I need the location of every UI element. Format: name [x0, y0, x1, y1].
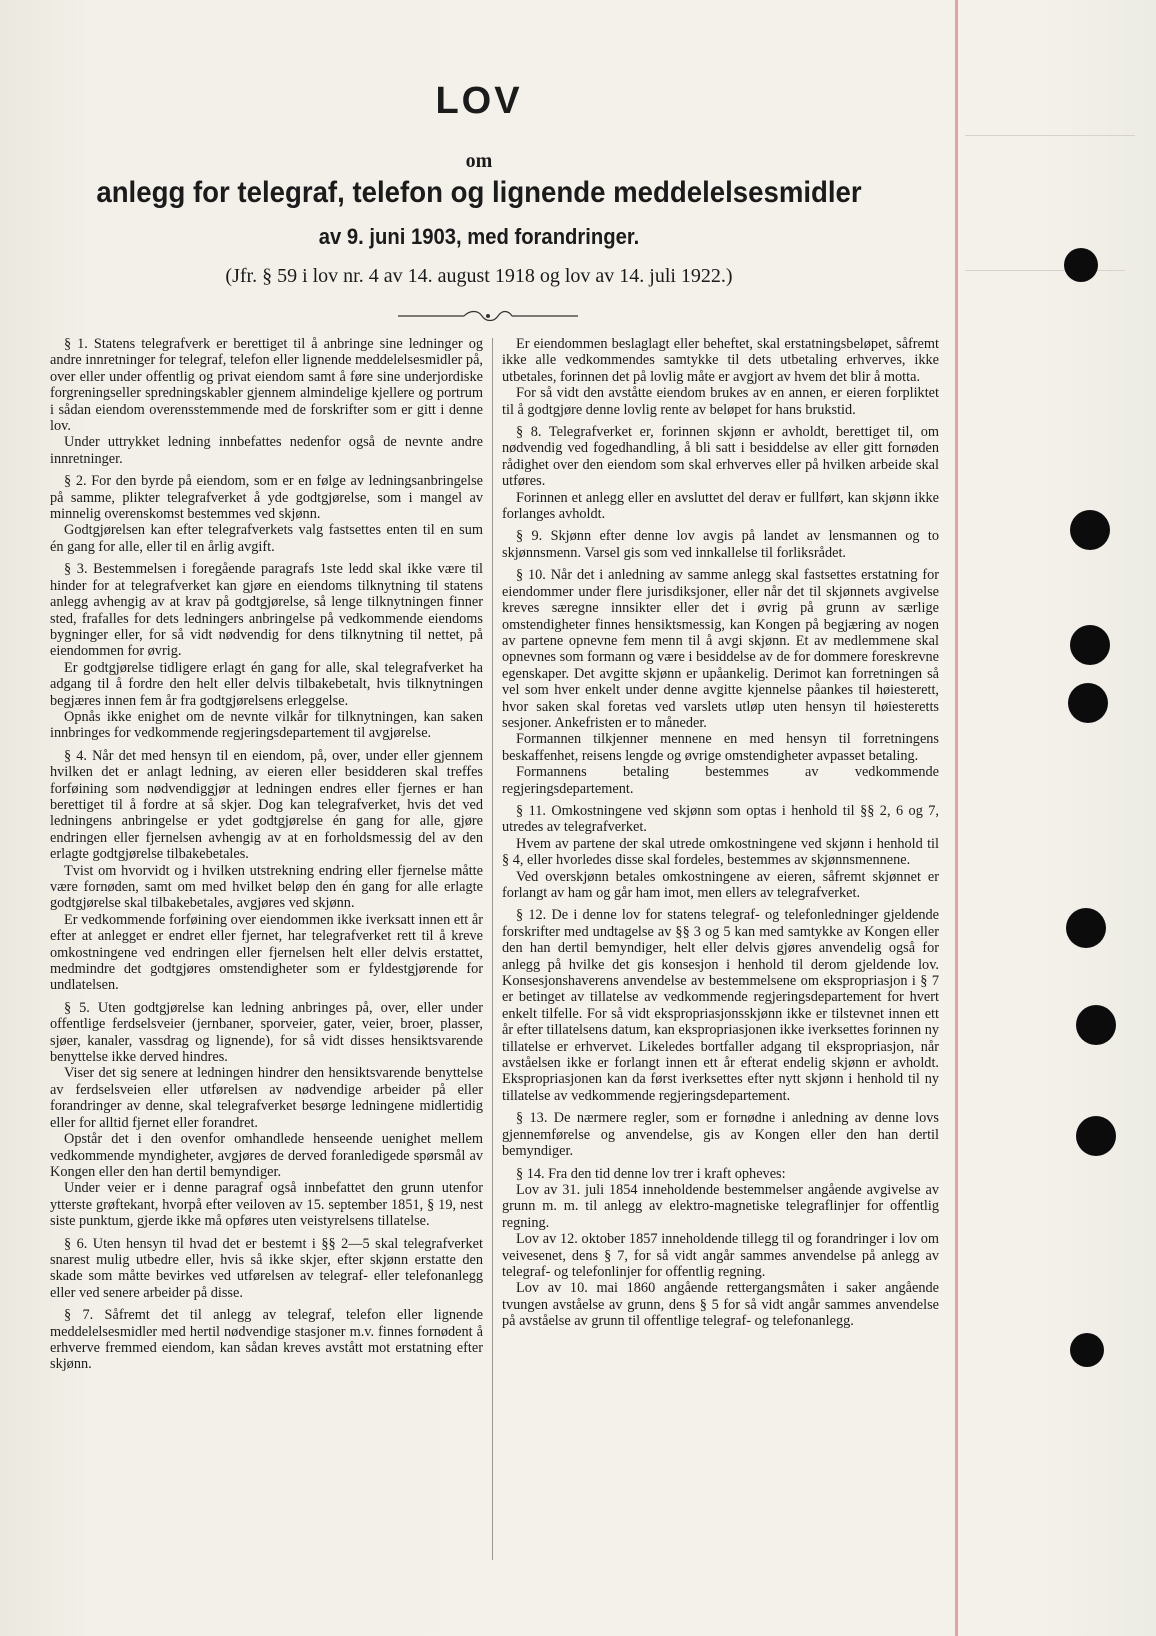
paragraph: Er godtgjørelse tidligere erlagt én gang for alle, skal telegrafverket ha adgang til å fordre den helt eller delvis tilbakebetalt, hvis tilknytningen begjæres innen fem år fra godtgjørelsens erleggelse. [50, 659, 483, 709]
paragraph: § 4. Når det med hensyn til en eiendom, på, over, under eller gjennem hvilken det er anlagt ledning, av eieren eller besidderen skal treffes forføining som nødvendiggjør at ledningen endres eller fjernes er han berettiget til å fordre at så skjer. Dog kan telegrafverket, hvis det ved ledningens anbringelse er ydet godtgjørelse én gang for alle, gjøre endringen eller fjernelsen avhengig av at en forholdsmessig del av den erlagte godtgjørelse tilbakebetales. [50, 747, 483, 863]
punch-hole-icon [1070, 1333, 1104, 1367]
punch-hole-icon [1070, 510, 1110, 550]
faint-ruling-line [965, 270, 1125, 271]
paragraph: Er eiendommen beslaglagt eller beheftet, skal erstatningsbeløpet, såfremt ikke alle vedkommendes samtykke til dets utbetaling erhverves, ikke utbetales, forinnen det på lovlig måte er avgjort av hvem det blir å motta. [502, 336, 939, 385]
paragraph: Forinnen et anlegg eller en avsluttet del derav er fullført, kan skjønn ikke forlanges avholdt. [502, 489, 939, 523]
paragraph: Lov av 12. oktober 1857 inneholdende tillegg til og forandringer i lov om veivesenet, dens § 7, for så vidt angår sammes anvendelse på anlegg av telegraf- og telefonlinjer for offentlig regning. [502, 1231, 939, 1280]
law-title: LOV [435, 80, 523, 122]
punch-hole-icon [1076, 1116, 1116, 1156]
paragraph: Godtgjørelsen kan efter telegrafverkets valg fastsettes enten til en sum én gang for alle, eller til en årlig avgift. [50, 522, 483, 555]
paragraph: § 12. De i denne lov for statens telegraf- og telefonledninger gjeldende forskrifter med undtagelse av §§ 3 og 5 kan med samtykke av Kongen eller den han dertil bemyndiger, helt eller delvis gjøres anvendelig også for anlegg på hvilke det gis konsesjon i henhold til derom gjeldende lov. Konsesjonshaverens anvendelse av bestemmelsene om ekspropriasjon i § 7 er betinget av tillatelse av vedkommende regjeringsdepartement for hvert enkelt tilfelle. For så vidt ekspropriasjonsskjønn ikke er tilstevnet innen ett år efter tillatelsens datum, kan ekspropriasjonen ikke iverksettes forinnen ny tillatelse er erhvervet. Likeledes bortfaller adgang til ekspropriasjon, når avståelsen ikke er forlangt innen ett år efterat endelig skjønn er avholdt. Ekspropriasjonen kan da først iverksettes efter nytt skjønn i henhold til ny tillatelse av vedkommende regjeringsdepartement. [502, 907, 939, 1104]
red-margin-line [955, 0, 958, 1636]
paragraph: § 1. Statens telegrafverk er berettiget til å anbringe sine ledninger og andre innretninger for telegraf, telefon eller lignende meddelelsesmidler på, over eller under offentlig og privat eiendom samt å føre sine underjordiske forgreningseller spredningskabler gjennem almindelige kjellere og portrum i sådan eiendom overensstemmende med de forskrifter som er gitt i denne lov. [50, 336, 483, 435]
paragraph: For så vidt den avståtte eiendom brukes av en annen, er eieren forpliktet til å godtgjøre denne lovlig rente av beløpet for hans brukstid. [502, 385, 939, 418]
punch-hole-icon [1076, 1005, 1116, 1045]
paragraph: Under uttrykket ledning innbefattes nedenfor også de nevnte andre innretninger. [50, 434, 483, 467]
paragraph: § 10. Når det i anledning av samme anlegg skal fastsettes erstatning for eiendommer under flere jurisdiksjoner, eller når det til skjønnets avgivelse kreves særegne innsikter eller det i øvrig på grunn av særlige omstendigheter finnes hensiktsmessig, kan Kongen på begjæring av nogen av partene opnevne fem menn til å avgi skjønn. Et av medlemmene skal opnevnes som formann og være i besiddelse av de for dommere foreskrevne egenskaper. Det avgitte skjønn er upåankelig. Derimot kan forretningen så vel som hver enkelt under denne avgitte kjennelse påankes til høiesterett, hvor saken skal foretas ved varslets utløp uten hensyn til høiesteretts sesjoner. Ankefristen er to måneder. [502, 567, 939, 731]
paragraph: § 11. Omkostningene ved skjønn som optas i henhold til §§ 2, 6 og 7, utredes av telegrafverket. [502, 802, 939, 836]
punch-hole-icon [1064, 248, 1098, 282]
paragraph: § 5. Uten godtgjørelse kan ledning anbringes på, over, eller under offentlige ferdselsveier (jernbaner, sporveier, gater, veier, broer, plasser, sjøer, kanaler, vassdrag og lignende), for så vidt disses hensiktsvarende benyttelse ikke derved hindres. [50, 999, 483, 1066]
date-line: av 9. juni 1903, med forandringer. [318, 224, 640, 249]
column-separator [492, 338, 493, 1560]
paragraph: § 6. Uten hensyn til hvad det er bestemt i §§ 2—5 skal telegrafverket snarest mulig utbedre eller, hvis så ikke skjer, efter skjønn erstatte den skade som måtte bevirkes ved utførelsen av telegraf- eller telefonanlegg eller ved senere arbeider på disse. [50, 1235, 483, 1301]
paragraph: Formannen tilkjenner mennene en med hensyn til forretningens beskaffenhet, reisens lengde og øvrige omstendigheter avpasset betaling. [502, 731, 939, 764]
paragraph: § 14. Fra den tid denne lov trer i kraft opheves: [516, 1165, 786, 1182]
paragraph: § 13. De nærmere regler, som er fornødne i anledning av denne lovs gjennemførelse og anvendelse, gis av Kongen eller den han dertil bemyndiger. [502, 1110, 939, 1160]
ornament-divider-icon [398, 310, 578, 322]
paragraph: Hvem av partene der skal utrede omkostningene ved skjønn i henhold til § 4, eller hvorledes disse skal fordeles, bestemmes av skjønnsmennene. [502, 835, 939, 869]
paragraph: Opstår det i den ovenfor omhandlede henseende uenighet mellem vedkommende myndigheter, avgjøres de derved foranledigede spørsmål av Kongen eller den han dertil bemyndiger. [50, 1131, 483, 1180]
faint-ruling-line [965, 135, 1135, 136]
paragraph: Opnås ikke enighet om de nevnte vilkår for tilknytningen, kan saken innbringes for vedkommende regjeringsdepartement til avgjørelse. [50, 708, 483, 742]
paragraph: § 8. Telegrafverket er, forinnen skjønn er avholdt, berettiget til, om nødvendig ved fogedhandling, å bli satt i besiddelse av eller gitt fornøden rådighet over den eiendom som skal erhverves eller på hvilken arbeide skal utføres. [502, 424, 939, 490]
paragraph: Formannens betaling bestemmes av vedkommende regjeringsdepartement. [502, 764, 939, 797]
paragraph: Viser det sig senere at ledningen hindrer den hensiktsvarende benyttelse av ferdselsveien eller utførelsen av nødvendige arbeider på eller forandringer av denne, skal telegrafverket besørge ledningene midlertidig eller for alltid fjernet eller forandret. [50, 1065, 483, 1131]
punch-hole-icon [1068, 683, 1108, 723]
paragraph: Ved overskjønn betales omkostningene av eieren, såfremt skjønnet er forlangt av ham og går ham imot, men ellers av telegrafverket. [502, 868, 939, 901]
paragraph: Er vedkommende forføining over eiendommen ikke iverksatt innen ett år efter at anlegget er endret eller fjernet, har telegrafverket rett til å kreve omkostningene ved endringen eller fjernelsen helt eller delvis erstattet, medmindre det godtgjøres omstendigheter som er fyldestgjørende for undlatelsen. [50, 911, 483, 994]
reference-line: (Jfr. § 59 i lov nr. 4 av 14. august 1918 og lov av 14. juli 1922.) [225, 265, 733, 287]
paragraph: § 7. Såfremt det til anlegg av telegraf, telefon eller lignende meddelelsesmidler med hertil nødvendige stasjoner m.v. finnes fornødent å erhverve fremmed eiendom, kan sådan kreves avstått mot erstatning efter skjønn. [50, 1307, 483, 1373]
main-title: anlegg for telegraf, telefon og lignende meddelelsesmidler [96, 176, 862, 209]
paragraph: Tvist om hvorvidt og i hvilken utstrekning endring eller fjernelse måtte være fornøden, samt om med hvilket beløp den én gang for alle erlagte godtgjørelse skal tilbakebetales, avgjøres ved skjønn. [50, 862, 483, 912]
title-preposition: om [465, 150, 493, 172]
paragraph: Lov av 31. juli 1854 inneholdende bestemmelser angående avgivelse av grunn m. m. til anlegg av elektro-magnetiske telegraflinjer for offentlig regning. [502, 1181, 939, 1231]
punch-hole-icon [1070, 625, 1110, 665]
paragraph: § 3. Bestemmelsen i foregående paragrafs 1ste ledd skal ikke være til hinder for at telegrafverket kan gjøre en eiendoms tilknytning til statens anlegg avhengig av at krav på godtgjørelse, så lenge tilknytningen finner sted, frafalles for dets ledningers anbringelse på vedkommende eiendoms bygninger eller, for så vidt nødvendig for dens tilknytning til nettet, på eiendommen for øvrig. [50, 561, 483, 660]
punch-hole-icon [1066, 908, 1106, 948]
paragraph: § 9. Skjønn efter denne lov avgis på landet av lensmannen og to skjønnsmenn. Varsel gis som ved innkallelse til forliksrådet. [502, 528, 939, 561]
paragraph: Lov av 10. mai 1860 angående rettergangsmåten i saker angående tvungen avståelse av grunn, dens § 5 for så vidt angår sammes anvendelse på avståelse av grunn til offentlige telegraf- og telefonanlegg. [502, 1280, 939, 1330]
paragraph: Under veier er i denne paragraf også innbefattet den grunn utenfor ytterste grøftekant, hvorpå efter veiloven av 15. september 1851, § 19, nest siste punktum, gjerde ikke må opføres uten veistyrelsens tillatelse. [50, 1180, 483, 1230]
paragraph: § 2. For den byrde på eiendom, som er en følge av ledningsanbringelse på samme, plikter telegrafverket å yde godtgjørelse, som i mangel av minnelig overenskomst bestemmes ved skjønn. [50, 473, 483, 523]
right-text-column [502, 336, 939, 1330]
left-text-column [50, 336, 483, 1373]
